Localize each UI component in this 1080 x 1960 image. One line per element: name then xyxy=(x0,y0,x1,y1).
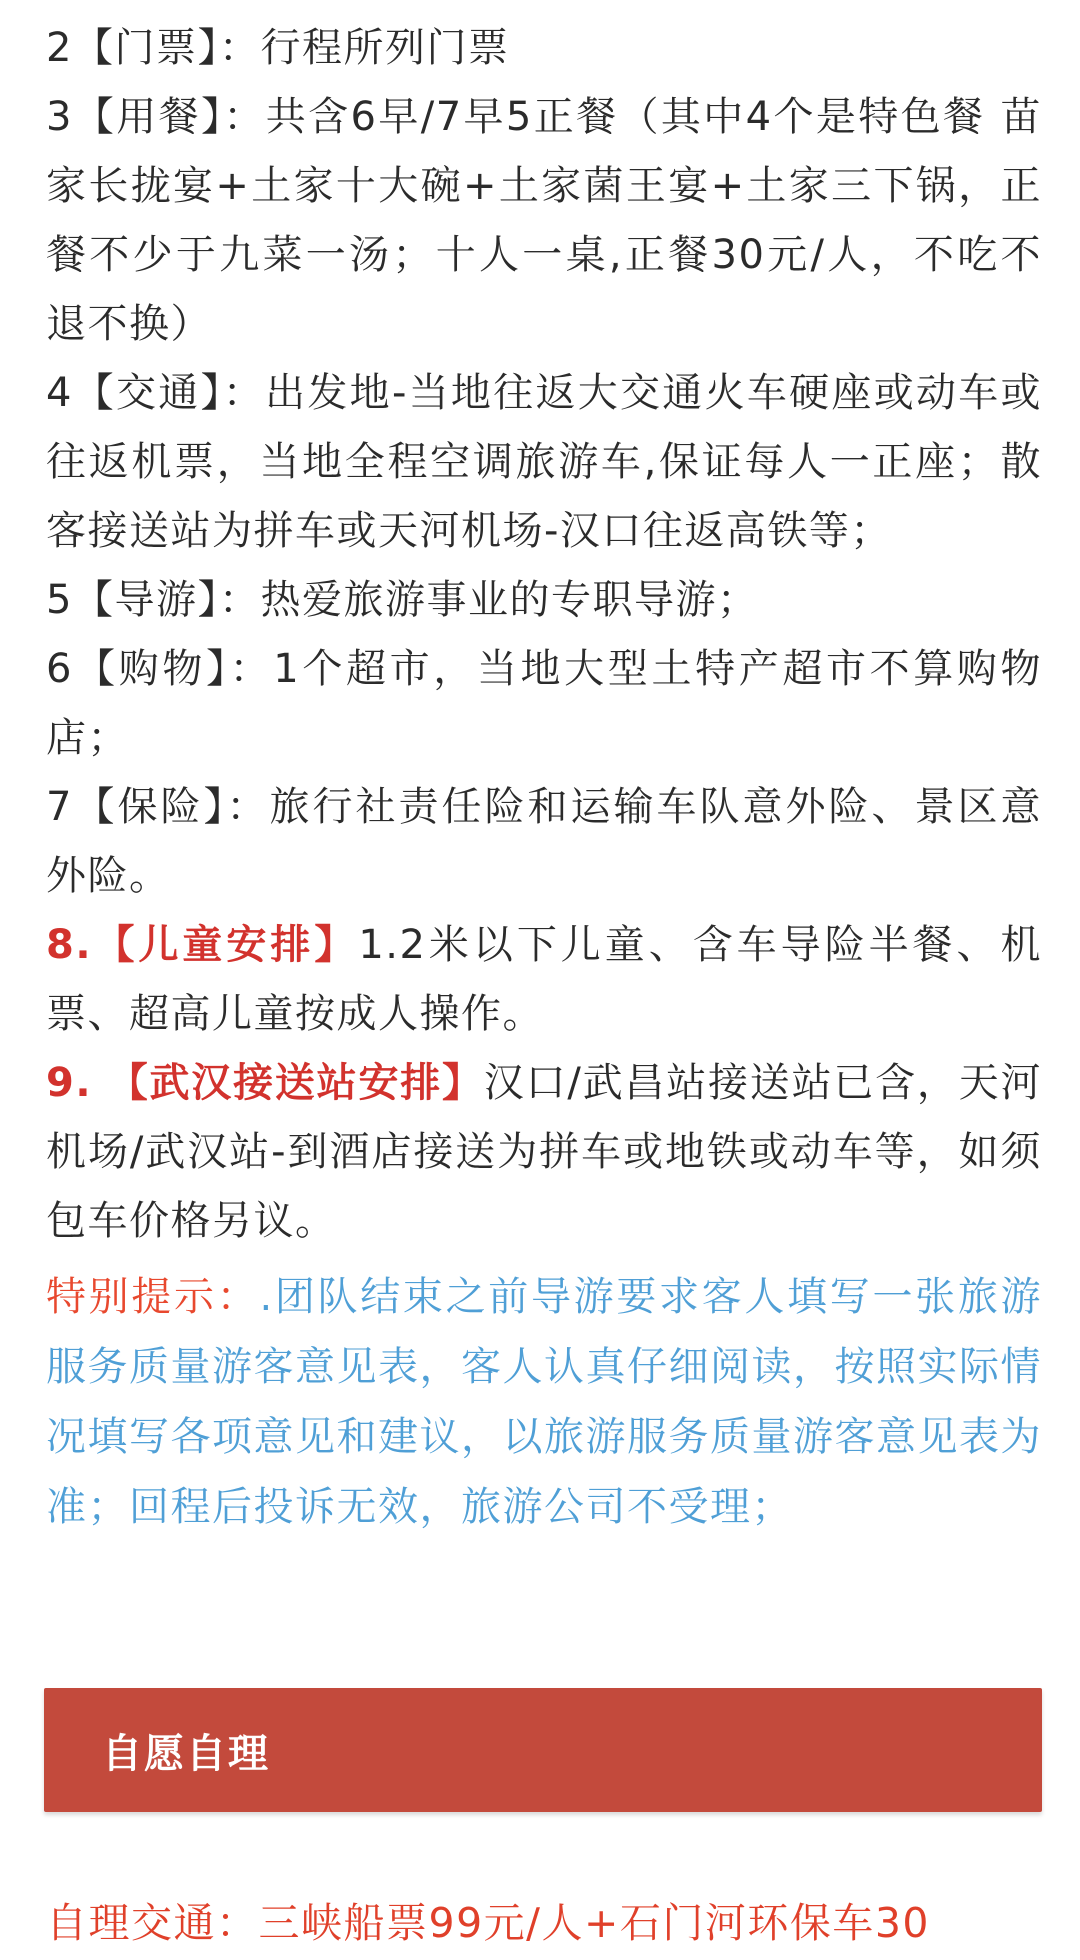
item-label: 【门票】 xyxy=(72,25,219,71)
item-insurance xyxy=(46,773,1042,911)
item-label: 【导游】 xyxy=(72,577,219,623)
item-text: 行程所列门票 xyxy=(260,25,510,71)
highlight-label: 8.【儿童安排】 xyxy=(46,922,359,968)
item-separator: ： xyxy=(223,94,266,140)
highlight-label: 9. 【武汉接送站安排】 xyxy=(46,1060,484,1106)
item-transport xyxy=(46,359,1042,566)
item-separator: ： xyxy=(218,577,261,623)
item-children xyxy=(46,911,1042,1049)
section-banner xyxy=(44,1688,1042,1812)
special-tip xyxy=(46,1262,1042,1542)
item-separator: ： xyxy=(222,370,266,416)
self-pay-transport: 自理交通：三峡船票99元/人+石门河环保车30 xyxy=(46,1899,931,1947)
item-meals xyxy=(46,83,1042,359)
item-number: 4 xyxy=(46,370,73,416)
item-separator: ： xyxy=(229,646,274,692)
item-separator: ： xyxy=(226,784,270,830)
item-label: 【用餐】 xyxy=(72,94,224,140)
item-label: 【交通】 xyxy=(72,370,223,416)
item-shopping xyxy=(46,635,1042,773)
item-text: 出发地-当地往返大交通火车硬座或动车或往返机票，当地全程空调旅游车,保证每人一正座；散客接送站为拼车或天河机场-汉口往返高铁等； xyxy=(46,370,1043,554)
item-text: 1个超市，当地大型土特产超市不算购物店； xyxy=(46,646,1043,761)
item-number: 2 xyxy=(46,25,73,71)
item-text: 热爱旅游事业的专职导游； xyxy=(260,577,759,623)
item-number: 6 xyxy=(46,646,73,692)
item-text: 汉口/武昌站接送站已含，天河机场/武汉站-到酒店接送为拼车或地铁或动车等，如须包车价格另议。 xyxy=(46,1060,1042,1244)
item-guide xyxy=(46,566,1042,635)
item-number: 3 xyxy=(46,94,73,140)
item-label: 【购物】 xyxy=(72,646,230,692)
item-tickets xyxy=(46,14,1042,83)
item-text: 旅行社责任险和运输车队意外险、景区意外险。 xyxy=(46,784,1043,899)
item-separator: ： xyxy=(218,25,261,71)
item-text: 共含6早/7早5正餐（其中4个是特色餐 苗家长拢宴+土家十大碗+土家菌王宴+土家三下锅，正餐不少于九菜一汤；十人一桌,正餐30元/人，不吃不退不换） xyxy=(46,94,1043,347)
item-number: 5 xyxy=(46,577,73,623)
item-number: 7 xyxy=(46,784,73,830)
special-tip-label: 特别提示： xyxy=(46,1274,260,1320)
special-tip-text: .团队结束之前导游要求客人填写一张旅游服务质量游客意见表，客人认真仔细阅读，按照实际情况填写各项意见和建议，以旅游服务质量游客意见表为准；回程后投诉无效，旅游公司不受理； xyxy=(46,1274,1043,1530)
item-wuhan-transfer xyxy=(46,1049,1042,1256)
item-text: 1.2米以下儿童、含车导险半餐、机票、超高儿童按成人操作。 xyxy=(46,922,1042,1037)
item-label: 【保险】 xyxy=(72,784,227,830)
section-banner-title: 自愿自理 xyxy=(102,1730,270,1777)
itinerary-details xyxy=(46,14,1042,1542)
